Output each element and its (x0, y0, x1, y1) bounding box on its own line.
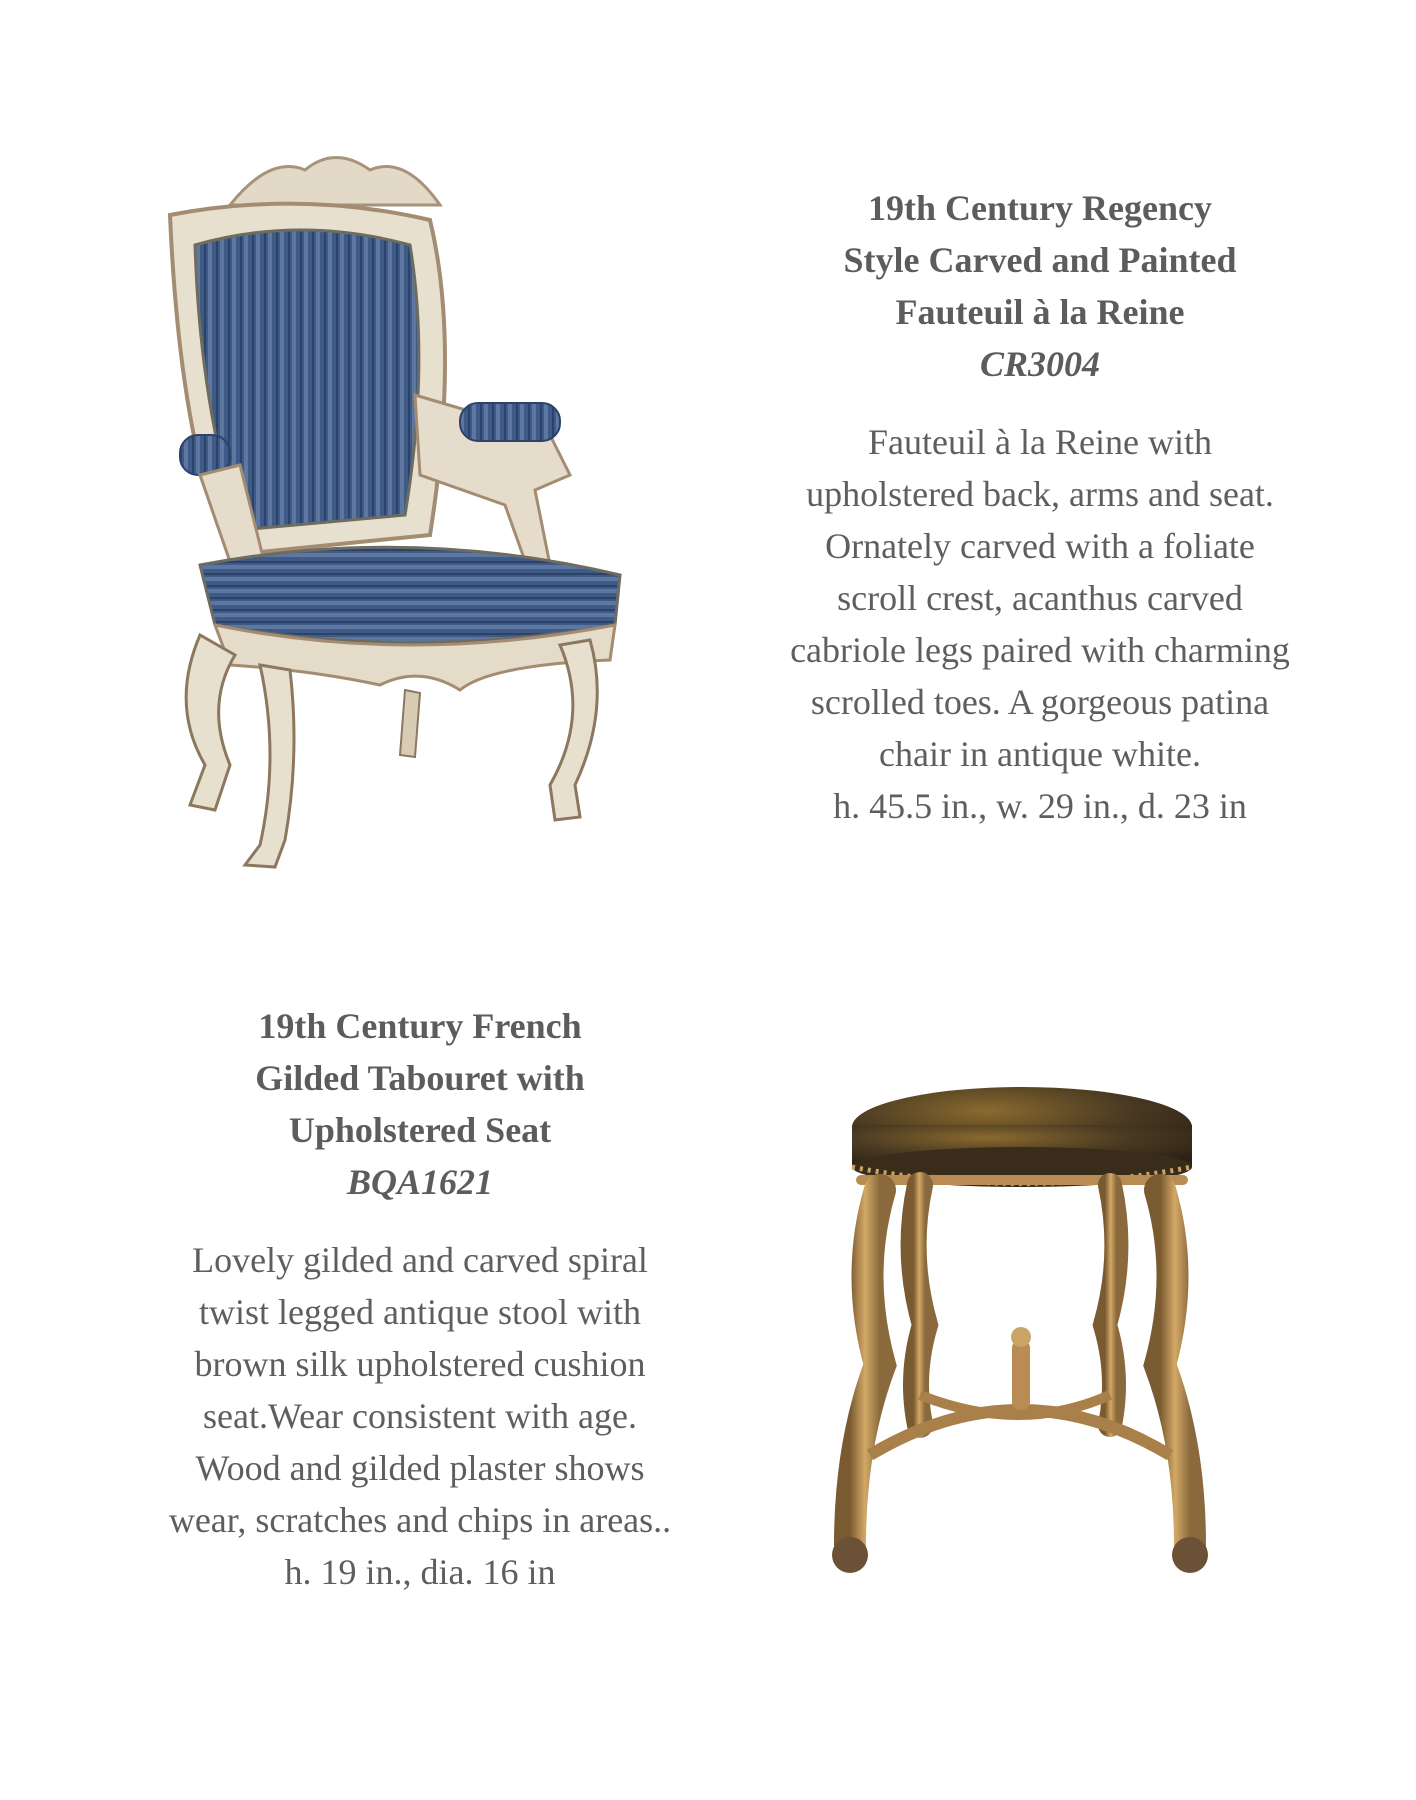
title-line: Fauteuil à la Reine (895, 292, 1185, 332)
item-1-sku: CR3004 (979, 344, 1101, 384)
item-2-dimensions: h. 19 in., dia. 16 in (284, 1552, 556, 1592)
desc-line: brown silk upholstered cushion (194, 1344, 646, 1384)
item-1-text (760, 182, 1320, 832)
title-line: Upholstered Seat (288, 1110, 552, 1150)
item-1-title (760, 182, 1320, 338)
item-2-description (140, 1234, 700, 1546)
desc-line: Lovely gilded and carved spiral (192, 1240, 648, 1280)
desc-line: Fauteuil à la Reine with (868, 422, 1212, 462)
desc-line: seat.Wear consistent with age. (203, 1396, 637, 1436)
item-1-description (760, 416, 1320, 780)
desc-line: Ornately carved with a foliate (825, 526, 1255, 566)
desc-line: wear, scratches and chips in areas.. (168, 1500, 672, 1540)
title-line: Gilded Tabouret with (255, 1058, 585, 1098)
desc-line: scroll crest, acanthus carved (837, 578, 1243, 618)
item-2-text (140, 1000, 700, 1598)
desc-line: Wood and gilded plaster shows (195, 1448, 645, 1488)
desc-line: upholstered back, arms and seat. (806, 474, 1274, 514)
item-2-sku: BQA1621 (346, 1162, 494, 1202)
desc-line: chair in antique white. (879, 734, 1201, 774)
item-1-dimensions: h. 45.5 in., w. 29 in., d. 23 in (833, 786, 1247, 826)
desc-line: cabriole legs paired with charming (790, 630, 1290, 670)
tabouret-stool-image (810, 1075, 1230, 1585)
desc-line: twist legged antique stool with (199, 1292, 641, 1332)
fauteuil-chair-image (160, 145, 670, 875)
title-line: Style Carved and Painted (843, 240, 1237, 280)
item-2-title (140, 1000, 700, 1156)
title-line: 19th Century French (258, 1006, 582, 1046)
desc-line: scrolled toes. A gorgeous patina (810, 682, 1270, 722)
title-line: 19th Century Regency (868, 188, 1212, 228)
